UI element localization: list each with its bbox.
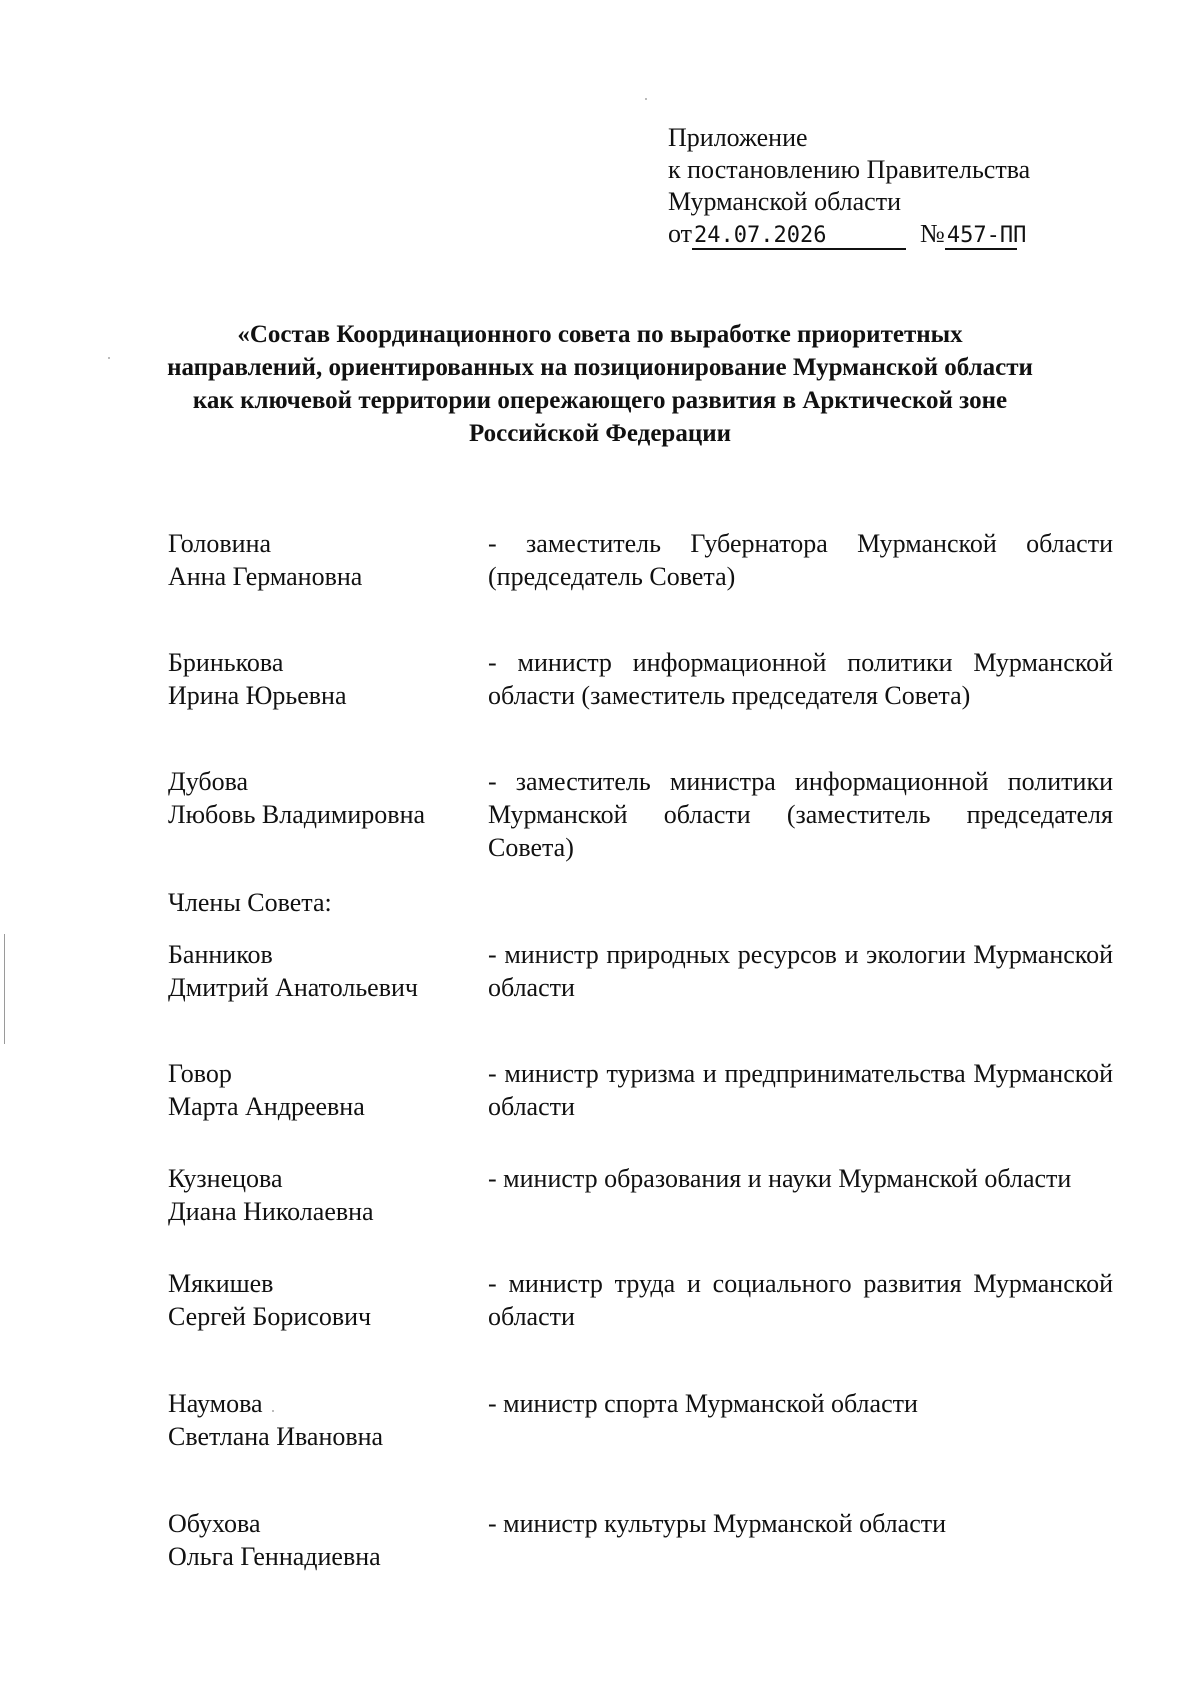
- member-surname: Наумова: [168, 1389, 263, 1418]
- member-surname: Дубова: [168, 767, 249, 796]
- member-name: [168, 1267, 478, 1333]
- member-name: [168, 765, 478, 831]
- resolution-date-number-row: [668, 218, 1030, 250]
- number-label: №: [920, 219, 945, 248]
- member-role: - министр труда и социального развития Мурманской области: [488, 1269, 1113, 1331]
- member-name: [168, 1507, 478, 1573]
- member-surname: Обухова: [168, 1509, 261, 1538]
- appendix-region-line: Мурманской области: [668, 187, 901, 216]
- member-given-names: Дмитрий Анатольевич: [168, 973, 418, 1002]
- member-role: - заместитель министра информационной политики Мурманской области (заместитель председателя Совета): [488, 767, 1113, 862]
- member-surname: Кузнецова: [168, 1164, 283, 1193]
- resolution-number: 457-ПП: [946, 223, 1027, 248]
- member-given-names: Анна Германовна: [168, 562, 363, 591]
- member-name: [168, 646, 478, 712]
- member-surname: Мякишев: [168, 1269, 274, 1298]
- scan-speck: [645, 98, 647, 100]
- member-role: - министр образования и науки Мурманской области: [488, 1164, 1072, 1193]
- member-name: [168, 1162, 478, 1228]
- member-given-names: Ирина Юрьевна: [168, 681, 347, 710]
- document-title: «Состав Координационного совета по выработке приоритетных направлений, ориентированных на позиционирование Мурманской области как ключевой территории опережающего развития в Арктической зоне Российской Федерации: [167, 321, 1033, 447]
- member-name: [168, 938, 478, 1004]
- scan-speck: [272, 1410, 274, 1412]
- member-surname: Бринькова: [168, 648, 284, 677]
- scan-edge-mark: [4, 934, 5, 1044]
- member-name: [168, 1387, 478, 1453]
- resolution-date: 24.07.2026: [692, 224, 906, 250]
- member-given-names: Ольга Геннадиевна: [168, 1542, 381, 1571]
- member-surname: Говор: [168, 1059, 232, 1088]
- member-given-names: Диана Николаевна: [168, 1197, 374, 1226]
- member-given-names: Сергей Борисович: [168, 1302, 372, 1331]
- member-role: - министр культуры Мурманской области: [488, 1509, 947, 1538]
- scan-speck: [108, 357, 110, 359]
- members-section-label: Члены Совета:: [168, 888, 332, 917]
- appendix-header: [668, 122, 1030, 250]
- member-role: - заместитель Губернатора Мурманской области (председатель Совета): [488, 529, 1113, 591]
- member-given-names: Светлана Ивановна: [168, 1422, 384, 1451]
- member-surname: Банников: [168, 940, 273, 969]
- member-role: - министр спорта Мурманской области: [488, 1389, 918, 1418]
- member-role: - министр природных ресурсов и экологии Мурманской области: [488, 940, 1113, 1002]
- member-role: - министр туризма и предпринимательства Мурманской области: [488, 1059, 1113, 1121]
- appendix-resolution-line: к постановлению Правительства: [668, 155, 1031, 184]
- from-label: от: [668, 219, 693, 248]
- member-given-names: Марта Андреевна: [168, 1092, 365, 1121]
- appendix-label: Приложение: [668, 123, 808, 152]
- member-name: [168, 1057, 478, 1123]
- member-given-names: Любовь Владимировна: [168, 800, 426, 829]
- member-surname: Головина: [168, 529, 272, 558]
- member-name: [168, 527, 478, 593]
- member-role: - министр информационной политики Мурманской области (заместитель председателя Совета): [488, 648, 1113, 710]
